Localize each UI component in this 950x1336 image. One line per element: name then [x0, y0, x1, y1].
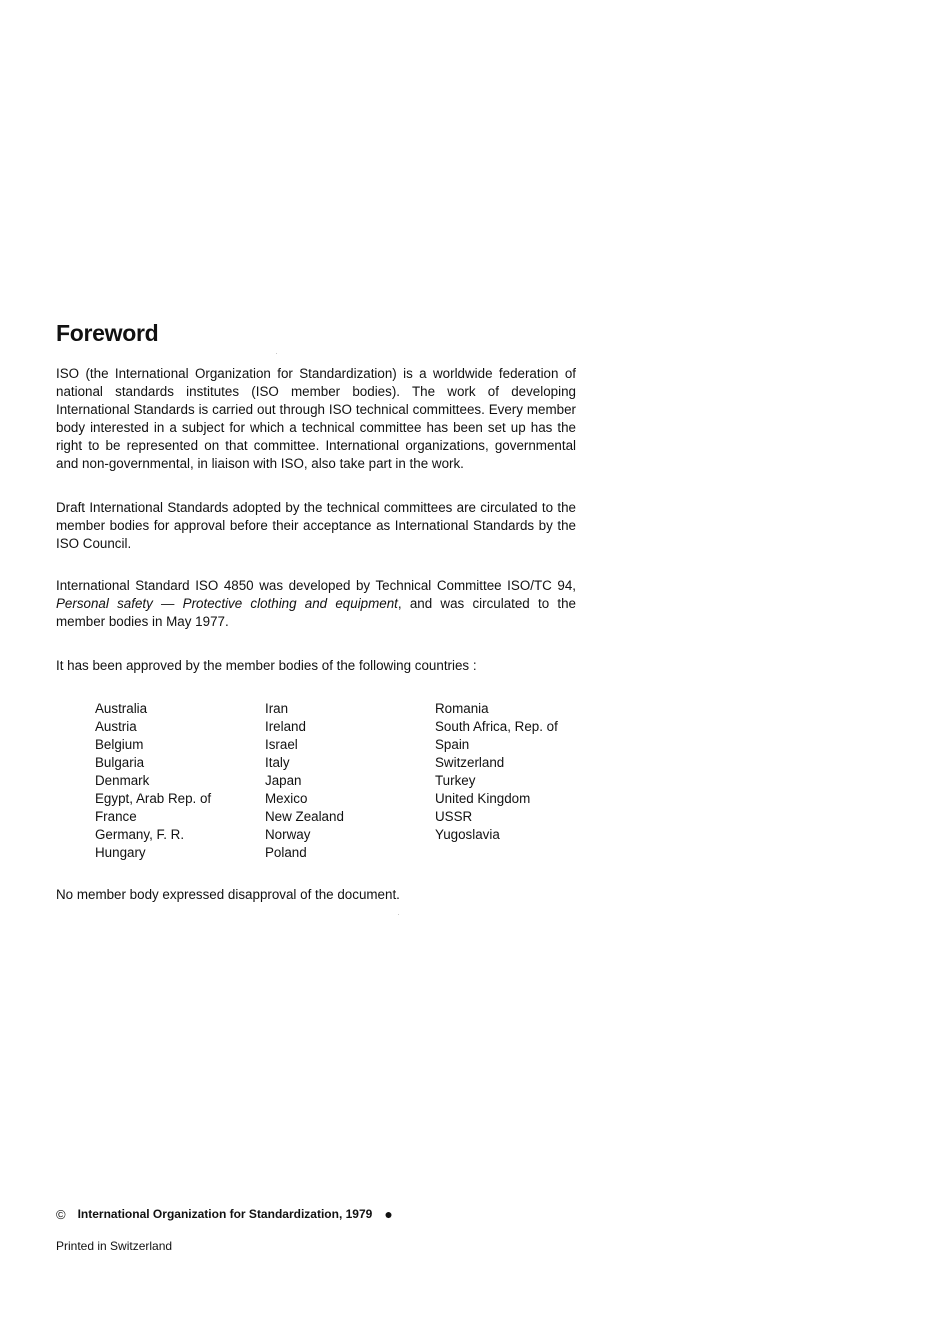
country-column-3 — [435, 700, 605, 862]
country-item: Switzerland — [435, 755, 505, 770]
country-item: Bulgaria — [95, 755, 145, 770]
scan-speck — [276, 353, 277, 354]
country-item: Austria — [95, 719, 137, 734]
country-item: South Africa, Rep. of — [435, 719, 558, 734]
country-item: Japan — [265, 773, 302, 788]
copyright-text: International Organization for Standardization, 1979 — [77, 1207, 373, 1221]
approval-intro: It has been approved by the member bodies of the following countries : — [56, 658, 477, 673]
page-title: Foreword — [56, 320, 159, 346]
country-column-1 — [95, 700, 265, 862]
country-column-2 — [265, 700, 435, 862]
country-item: Iran — [265, 701, 289, 716]
foreword-paragraph-1: ISO (the International Organization for Standardization) is a worldwide federation of national standards institutes (ISO member bodies). The work of developing International Standards is carried out through ISO technical committees. Every member body interested in a subject for which a technical committee has been set up has the right to be represented on that committee. International organizations, governmental and non-governmental, in liaison with ISO, also take part in the work. — [56, 366, 576, 471]
country-item: New Zealand — [265, 809, 344, 824]
country-item: Belgium — [95, 737, 144, 752]
country-item: Romania — [435, 701, 489, 716]
copyright-icon: © — [56, 1206, 66, 1222]
country-item: Hungary — [95, 845, 146, 860]
country-item: Spain — [435, 737, 470, 752]
country-item: Poland — [265, 845, 307, 860]
country-item: Italy — [265, 755, 290, 770]
foreword-paragraph-3 — [56, 577, 576, 631]
paragraph-3-tail: , and was circulated to the member bodies in May 1977. — [56, 596, 576, 629]
country-item: USSR — [435, 809, 473, 824]
country-item: Yugoslavia — [435, 827, 500, 842]
bullet-icon: ● — [384, 1206, 393, 1222]
foreword-paragraph-2: Draft International Standards adopted by the technical committees are circulated to the member bodies for approval before their acceptance as International Standards by the ISO Council. — [56, 500, 576, 551]
copyright-line — [56, 1206, 393, 1222]
country-item: Turkey — [435, 773, 476, 788]
paragraph-3-lead: International Standard ISO 4850 was developed by Technical Committee ISO/TC 94, — [56, 578, 576, 593]
country-item: Norway — [265, 827, 311, 842]
scan-speck — [398, 914, 399, 915]
disapproval-note: No member body expressed disapproval of the document. — [56, 887, 400, 902]
country-item: Ireland — [265, 719, 306, 734]
country-item: Germany, F. R. — [95, 827, 185, 842]
printed-in: Printed in Switzerland — [56, 1239, 173, 1253]
committee-title: Personal safety — Protective clothing and equipment — [56, 596, 398, 611]
country-item: United Kingdom — [435, 791, 531, 806]
country-item: Australia — [95, 701, 148, 716]
country-item: Israel — [265, 737, 298, 752]
country-list — [95, 700, 605, 862]
country-item: Denmark — [95, 773, 150, 788]
country-item: Egypt, Arab Rep. of — [95, 791, 212, 806]
country-item: Mexico — [265, 791, 308, 806]
country-item: France — [95, 809, 137, 824]
